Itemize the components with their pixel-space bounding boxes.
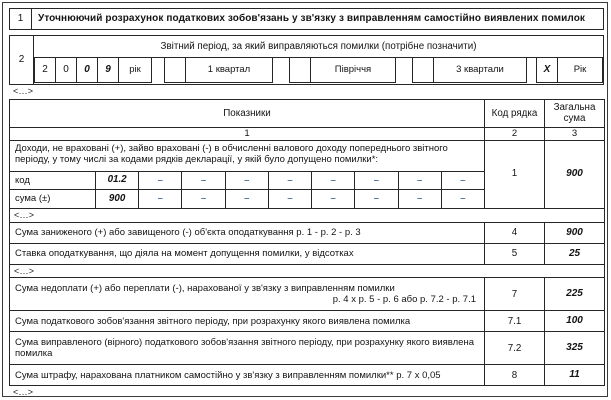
- code-cell: –: [226, 172, 269, 189]
- code-cell: –: [460, 174, 466, 186]
- total-value: 900: [545, 222, 605, 243]
- column-number: 1: [10, 127, 485, 140]
- total-value: 325: [545, 332, 605, 365]
- section-1: [9, 8, 604, 30]
- year-digit-box: 9: [97, 57, 119, 83]
- year-digit-box: 2: [34, 57, 56, 83]
- sum-cell: 900: [96, 190, 139, 208]
- year-digit-box: 0: [55, 57, 77, 83]
- year-boxes: [34, 58, 152, 84]
- code-cell: –: [182, 172, 225, 189]
- code-cell: –: [312, 172, 355, 189]
- period-checkbox-q3: [412, 57, 434, 83]
- indicator-formula: р. 4 х р. 5 - р. 6 або р. 7.2 - р. 7.1: [332, 294, 476, 306]
- section-1-number: 1: [10, 9, 32, 30]
- income-code-row: [10, 172, 484, 190]
- sum-cell: –: [460, 193, 466, 205]
- period-label-year: Рік: [557, 57, 603, 83]
- indicator-row: [10, 278, 605, 311]
- ellipsis-marker: <...>: [13, 387, 34, 398]
- section-2: [9, 35, 604, 85]
- section-1-title: Уточнюючий розрахунок податкових зобов'язань у зв'язку з виправленням самостійно виявлених помилок: [32, 9, 604, 30]
- indicator-row: [10, 311, 605, 332]
- indicators-table: [9, 99, 605, 387]
- year-label-box: рік: [118, 57, 152, 83]
- sum-row-label: сума (±): [10, 190, 96, 208]
- header-total-sum: Загальна сума: [545, 99, 605, 127]
- row-code-value: 7: [485, 278, 545, 311]
- column-number: 3: [545, 127, 605, 140]
- sum-cell: –: [269, 190, 312, 208]
- ellipsis-marker: <...>: [10, 208, 605, 222]
- row-code-value: 5: [485, 243, 545, 264]
- period-option-half-year: [289, 58, 396, 84]
- period-cells: [34, 58, 604, 85]
- period-header: Звітний період, за який виправляються помилки (потрібне позначити): [34, 36, 604, 58]
- indicator-row: [10, 365, 605, 386]
- code-cell: –: [355, 172, 398, 189]
- period-label-half-year: Півріччя: [310, 57, 396, 83]
- sum-cell: –: [355, 190, 398, 208]
- indicator-text: Сума недоплати (+) або переплати (-), нарахованої у зв'язку з виправленням помилки: [15, 283, 395, 294]
- row-code-value: 4: [485, 222, 545, 243]
- sum-cell: –: [182, 190, 225, 208]
- code-cell: –: [139, 172, 182, 189]
- total-value: 225: [545, 278, 605, 311]
- indicator-text: Сума виправленого (вірного) податкового зобов'язання звітного періоду, при розрахунку якого виявлена помилка: [10, 332, 485, 365]
- year-digit-box: 0: [76, 57, 98, 83]
- ellipsis-marker: <...>: [10, 264, 605, 278]
- indicator-text: Сума заниженого (+) або завищеного (-) об'єкта оподаткування р. 1 - р. 2 - р. 3: [10, 222, 485, 243]
- sum-cell: –: [139, 190, 182, 208]
- period-checkbox-half-year: [289, 57, 311, 83]
- indicator-text: Сума штрафу, нарахована платником самостійно у зв'язку з виправленням помилки** р. 7 х 0,05: [10, 365, 485, 386]
- header-indicators: Показники: [10, 99, 485, 127]
- indicator-text: Ставка оподаткування, що діяла на момент допущення помилки, у відсотках: [10, 243, 485, 264]
- total-value: 900: [545, 140, 605, 208]
- sum-cell: –: [312, 190, 355, 208]
- code-cell: –: [399, 172, 442, 189]
- total-value: 11: [545, 365, 605, 386]
- code-cell: –: [269, 172, 312, 189]
- sum-cell: –: [399, 190, 442, 208]
- period-label-q3: 3 квартали: [433, 57, 527, 83]
- ellipsis-marker: <...>: [13, 86, 34, 96]
- indicator-row: [10, 243, 605, 264]
- income-text: Доходи, не враховані (+), зайво враховані (-) в обчисленні валового доходу попереднього звітного періоду, у тому числі за кодами рядків декларації, у якій було допущено помилки*:: [10, 141, 484, 172]
- period-checkbox-year: X: [536, 57, 558, 83]
- total-value: 25: [545, 243, 605, 264]
- income-sum-row: [10, 190, 484, 208]
- header-row-code: Код рядка: [485, 99, 545, 127]
- row-code-value: 8: [485, 365, 545, 386]
- total-value: 100: [545, 311, 605, 332]
- row-code-value: 7.1: [485, 311, 545, 332]
- row-code-value: 7.2: [485, 332, 545, 365]
- code-row-label: код: [10, 172, 96, 189]
- period-option-q3: [412, 58, 527, 84]
- sum-cell: –: [226, 190, 269, 208]
- indicator-row: [10, 222, 605, 243]
- period-label-q1: 1 квартал: [185, 57, 273, 83]
- period-option-q1: [164, 58, 273, 84]
- indicator-row: [10, 332, 605, 365]
- section-2-number: 2: [10, 36, 34, 85]
- income-row: [10, 140, 605, 208]
- period-checkbox-q1: [164, 57, 186, 83]
- form-frame: [2, 2, 608, 397]
- column-number: 2: [485, 127, 545, 140]
- indicator-text: Сума податкового зобов'язання звітного періоду, при розрахунку якого виявлена помилка: [10, 311, 485, 332]
- row-code-value: 1: [485, 140, 545, 208]
- code-cell: 01.2: [96, 172, 139, 189]
- period-option-year: [536, 58, 603, 84]
